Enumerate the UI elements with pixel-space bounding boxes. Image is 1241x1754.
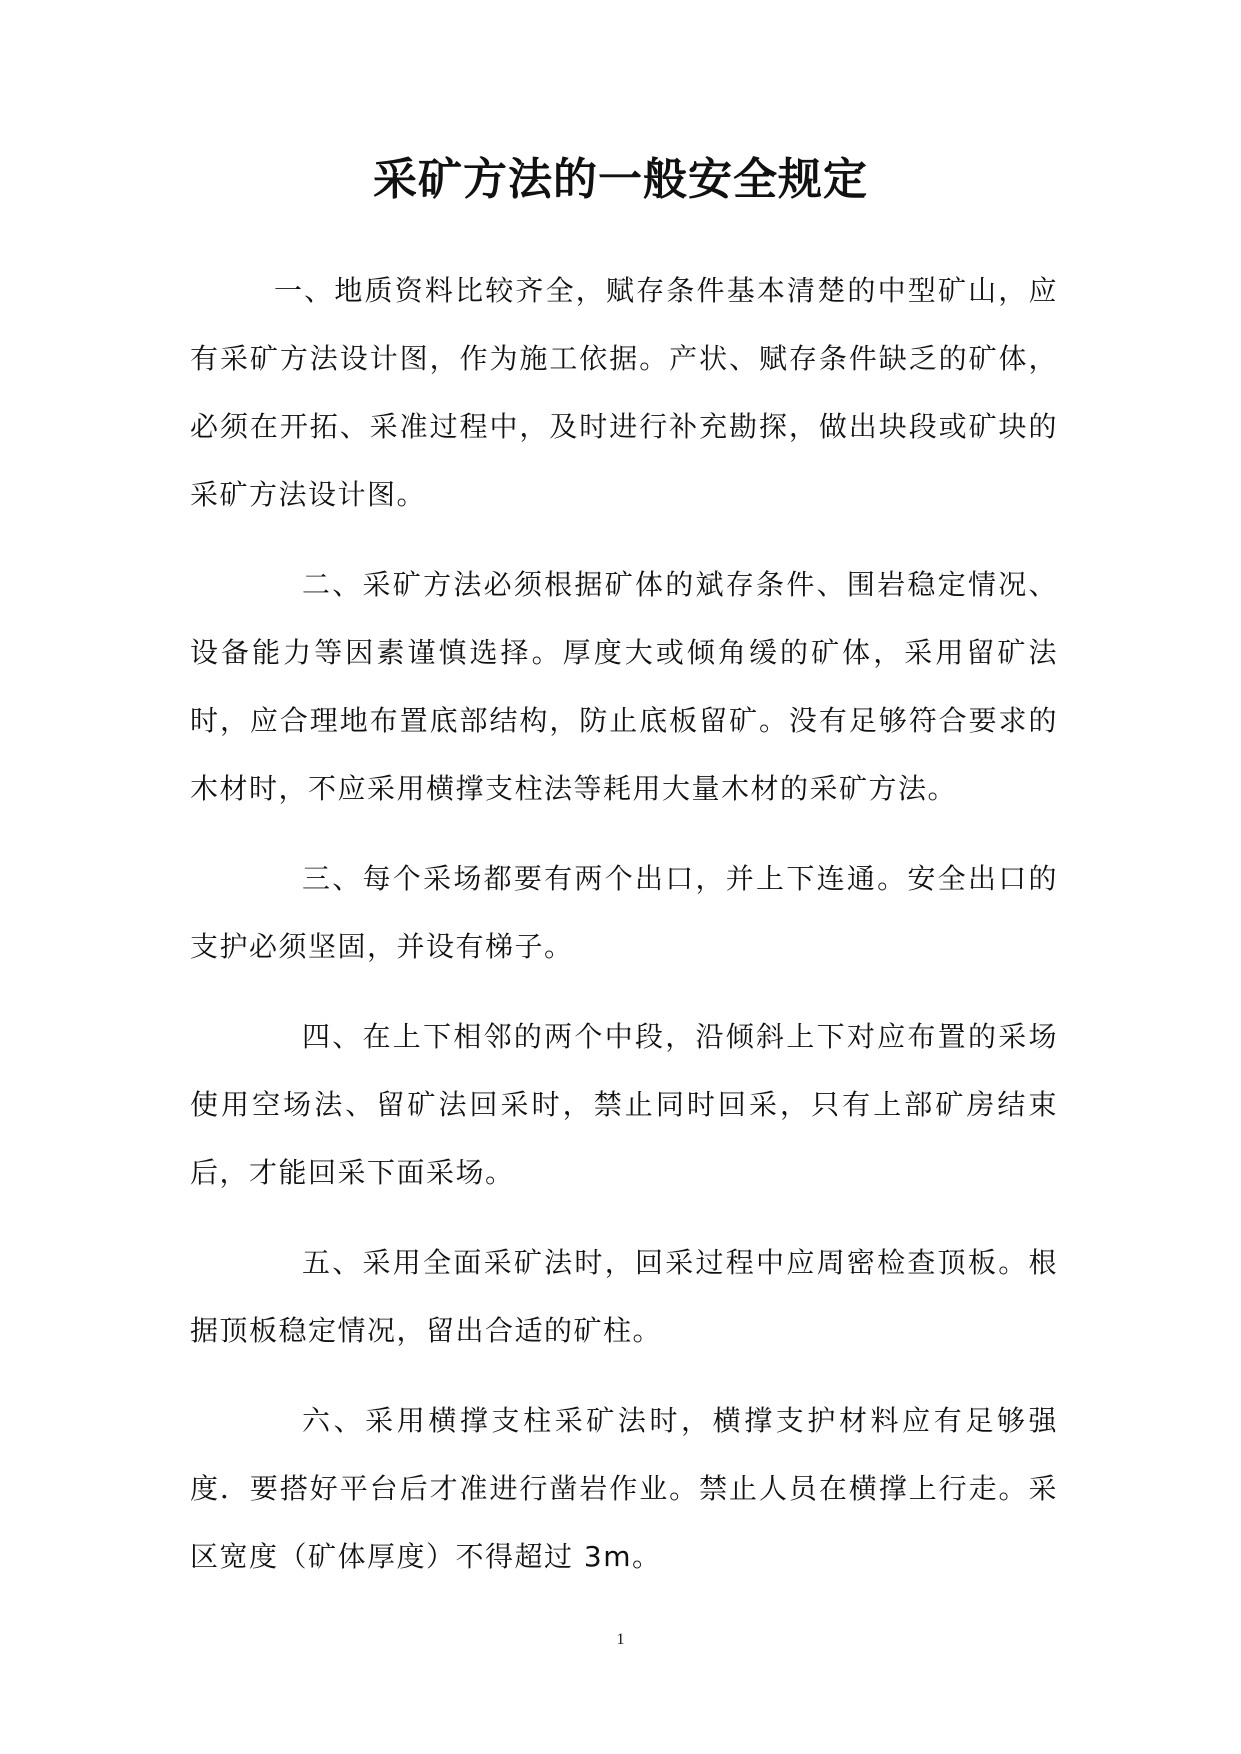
paragraph-4: 四、在上下相邻的两个中段，沿倾斜上下对应布置的采场使用空场法、留矿法回采时，禁止同时回采，只有上部矿房结束后，才能回采下面采场。 (190, 1020, 1058, 1189)
paragraph-6: 六、采用横撑支柱采矿法时，横撑支护材料应有足够强度．要搭好平台后才准进行凿岩作业。禁止人员在横撑上行走。采区宽度（矿体厚度）不得超过 3m。 (190, 1404, 1058, 1573)
document-title: 采矿方法的一般安全规定 (373, 154, 868, 205)
paragraph-2: 二、采矿方法必须根据矿体的斌存条件、围岩稳定情况、设备能力等因素谨慎选择。厚度大或倾角缓的矿体，采用留矿法时，应合理地布置底部结构，防止底板留矿。没有足够符合要求的木材时，不应采用横撑支柱法等耗用大量木材的采矿方法。 (190, 568, 1058, 805)
paragraph-5: 五、采用全面采矿法时，回采过程中应周密检查顶板。根据顶板稳定情况，留出合适的矿柱。 (190, 1246, 1058, 1347)
paragraph-1: 一、地质资料比较齐全，赋存条件基本清楚的中型矿山，应有采矿方法设计图，作为施工依据。产状、赋存条件缺乏的矿体，必须在开拓、采准过程中，及时进行补充勘探，做出块段或矿块的采矿方法设计图。 (190, 274, 1058, 511)
page-number: 1 (616, 1631, 625, 1648)
paragraph-3: 三、每个采场都要有两个出口，并上下连通。安全出口的支护必须坚固，并设有梯子。 (190, 862, 1058, 963)
document-body (190, 257, 1058, 1613)
